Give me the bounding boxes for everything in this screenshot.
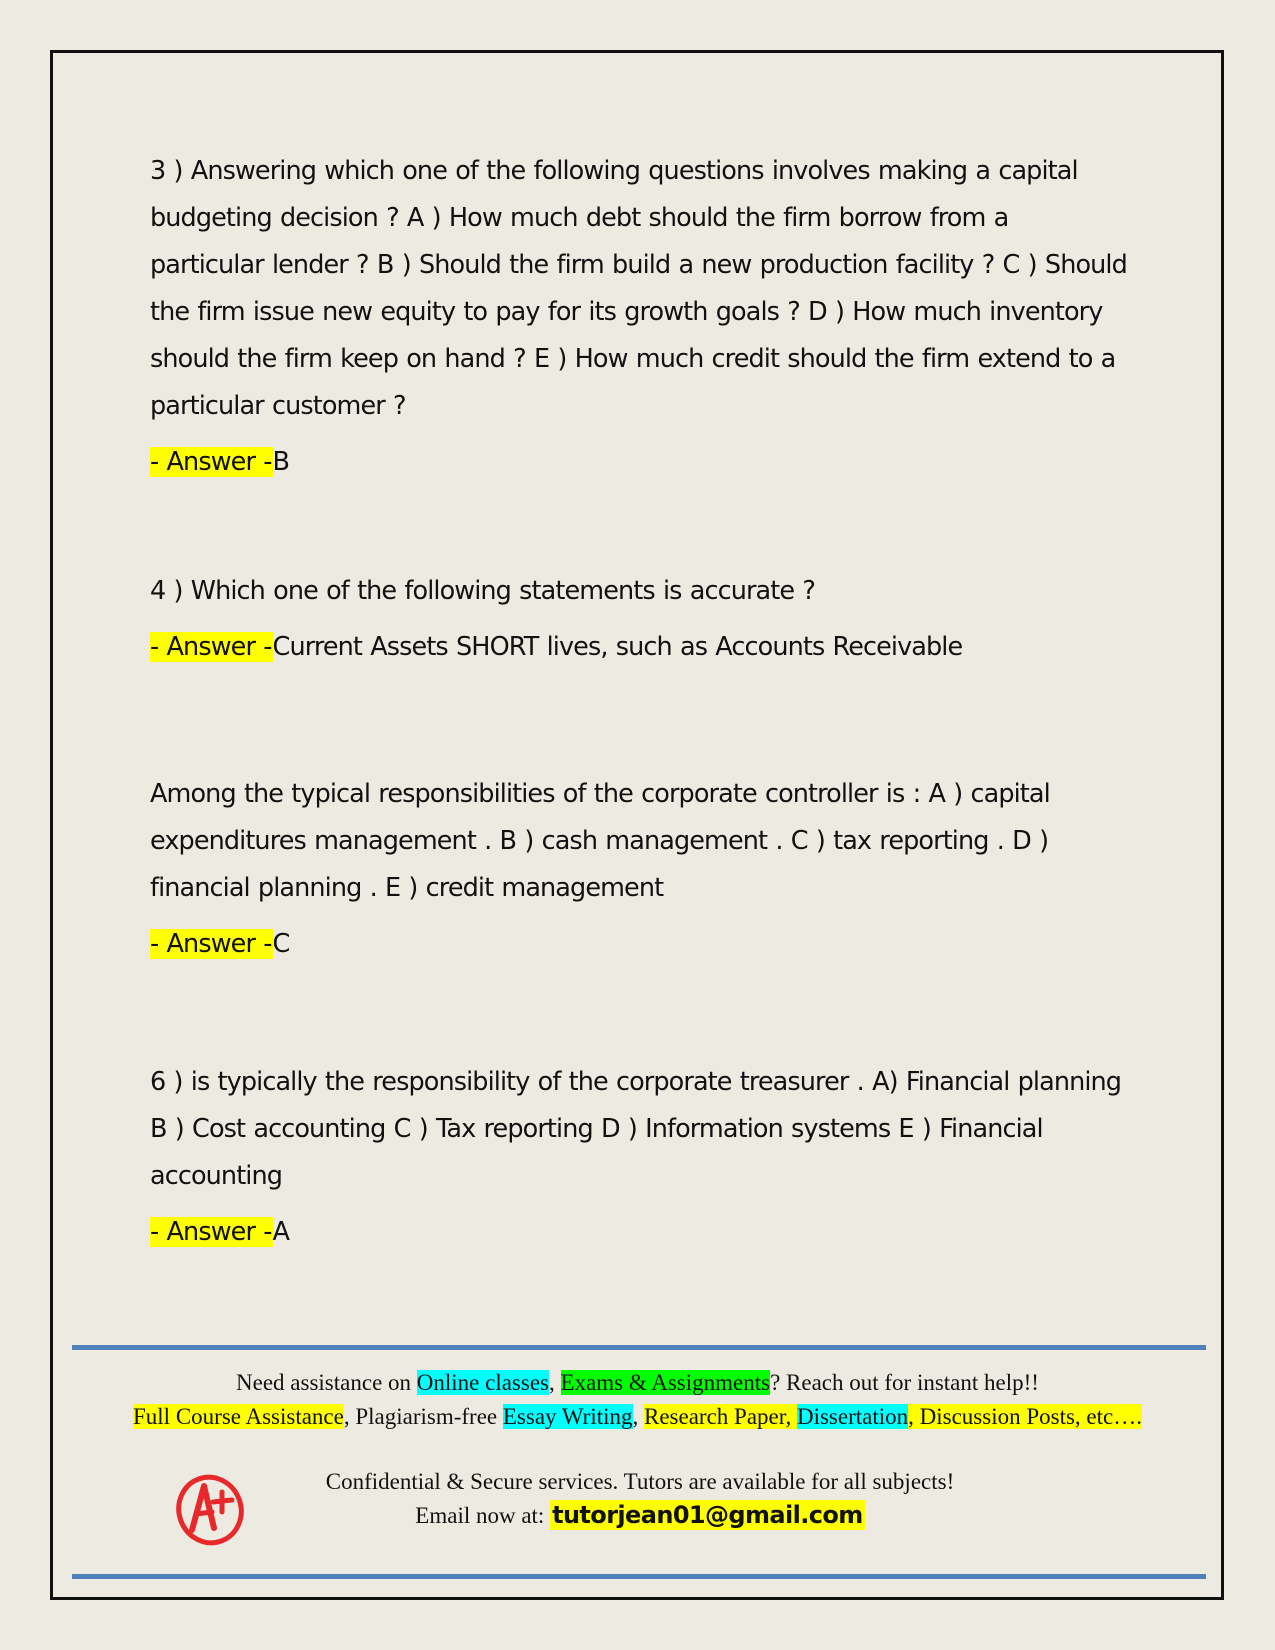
highlight-discussion: , Discussion Posts, etc…. — [908, 1404, 1142, 1429]
footer-text: , — [549, 1370, 561, 1395]
answer-value: A — [272, 1217, 290, 1247]
footer-divider-bottom — [72, 1574, 1206, 1579]
answer-value: Current Assets SHORT lives, such as Accounts Receivable — [272, 632, 963, 662]
email-address-link[interactable]: tutorjean01@gmail.com — [552, 1501, 863, 1529]
highlight-dissertation: Dissertation — [796, 1404, 909, 1429]
footer-divider-top — [72, 1345, 1206, 1350]
highlight-online-classes: Online classes — [416, 1370, 549, 1395]
footer-assistance-line — [60, 1370, 1215, 1396]
answer-line — [150, 926, 1130, 962]
question-block-4 — [150, 568, 1130, 665]
footer-services-line — [60, 1404, 1215, 1430]
question-text: 6 ) is typically the responsibility of the corporate treasurer . A) Financial planning B ) Cost accounting C ) Tax reporting D ) Information systems E ) Financial accounting — [150, 1067, 1122, 1191]
answer-label: - Answer - — [150, 632, 272, 662]
question-block-controller — [150, 771, 1130, 962]
answer-label: - Answer - — [150, 929, 272, 959]
answer-line — [150, 444, 1130, 480]
highlight-essay: Essay Writing — [502, 1404, 633, 1429]
answer-value: B — [272, 447, 290, 477]
a-plus-grade-icon — [170, 1468, 250, 1550]
email-prefix: Email now at: — [415, 1503, 551, 1528]
highlight-full-course: Full Course Assistance — [133, 1404, 344, 1429]
footer-email-line — [260, 1501, 1020, 1529]
footer-text: , — [632, 1404, 644, 1429]
answer-value: C — [272, 929, 290, 959]
footer-text: Need assistance on — [236, 1370, 417, 1395]
footer-confidential-line: Confidential & Secure services. Tutors are available for all subjects! — [325, 1469, 955, 1494]
answer-label: - Answer - — [150, 1217, 272, 1247]
question-block-6 — [150, 1059, 1130, 1250]
question-text: Among the typical responsibilities of the corporate controller is : A ) capital expenditures management . B ) cash management . C ) tax reporting . D ) financial planning . E ) credit management — [150, 779, 1050, 903]
answer-line — [150, 629, 1130, 665]
question-text: 4 ) Which one of the following statements is accurate ? — [150, 576, 815, 606]
answer-label: - Answer - — [150, 447, 272, 477]
highlight-exams: Exams & Assignments — [560, 1370, 771, 1395]
footer-text: , Plagiarism-free — [343, 1404, 503, 1429]
question-block-3 — [150, 148, 1130, 480]
highlight-research: Research Paper, — [644, 1404, 797, 1429]
footer-text: ? Reach out for instant help!! — [770, 1370, 1039, 1395]
question-text: 3 ) Answering which one of the following questions involves making a capital budgeting decision ? A ) How much debt should the firm borrow from a particular lender ? B ) Should the firm build a new production facility ? C ) Should the firm issue new equity to pay for its growth goals ? D ) How much inventory should the firm keep on hand ? E ) How much credit should the firm extend to a particular customer ? — [150, 156, 1127, 421]
answer-line — [150, 1214, 1130, 1250]
